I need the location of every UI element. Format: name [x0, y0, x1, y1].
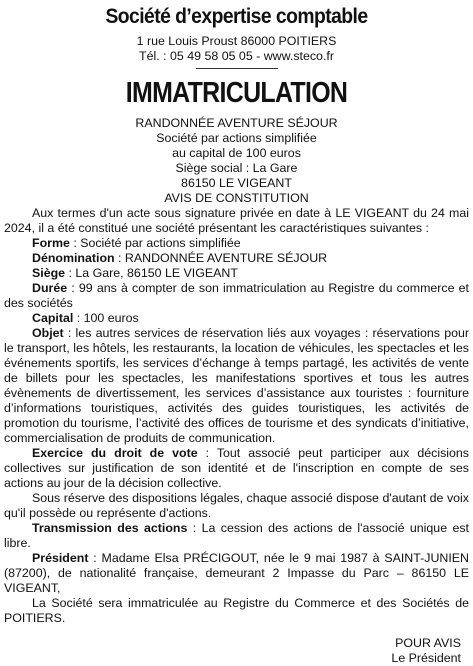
field-label: Forme [32, 236, 70, 250]
intro-paragraph: Aux termes d'un acte sous signature privée en date à LE VIGEANT du 24 mai 2024, il a été constitué une société présentant les caractéristiques suivantes : [4, 206, 469, 235]
field-label: Dénomination [32, 251, 115, 265]
company-seat: Siège social : La Gare [175, 161, 298, 175]
field-duree [4, 281, 469, 311]
field-value: : 100 euros [73, 311, 139, 325]
field-value: : Tout associé peut participer aux décisions collectives sur justification de son identité et de l'inscription en compte de ses actions au jour de la décision collective. [4, 446, 469, 490]
field-label: Capital [32, 311, 74, 325]
divider [196, 68, 278, 69]
firm-address: 1 rue Louis Proust 86000 POITIERS [136, 34, 337, 48]
company-block [4, 116, 469, 206]
notice-type: AVIS DE CONSTITUTION [164, 191, 309, 205]
field-label: Exercice du droit de vote [32, 446, 198, 460]
field-capital [4, 311, 469, 326]
field-siege [4, 266, 469, 281]
field-value: : Madame Elsa PRÉCIGOUT, née le 9 mai 1987 à SAINT-JUNIEN (87200), de nationalité française, demeurant 2 Impasse du Parc – 86150 LE VIGEANT, [4, 551, 469, 595]
company-capital: au capital de 100 euros [172, 146, 301, 160]
field-objet [4, 326, 469, 446]
signature-pour-avis: POUR AVIS [395, 636, 461, 650]
spacer [4, 626, 469, 636]
field-denomination [4, 251, 469, 266]
field-transmission [4, 521, 469, 551]
field-president [4, 551, 469, 596]
field-value: : RANDONNÉE AVENTURE SÉJOUR [114, 251, 328, 265]
field-value: : 99 ans à compter de son immatriculation au Registre du commerce et des sociétés [4, 281, 469, 310]
field-value: : Société par actions simplifiée [69, 236, 241, 250]
notice-title: IMMATRICULATION [125, 77, 348, 109]
registre-paragraph: La Société sera immatriculée au Registre du Commerce et des Sociétés de POITIERS. [4, 596, 469, 625]
field-value: : les autres services de réservation liés aux voyages : réservations pour le transport, les hôtels, les restaurants, la location de véhicules, les spectacles et les événements sportifs, les services d’échange à temps partagé, les activités de vente de billets pour les spectacles, les manifestations sportives et tous les autres évènements de divertissement, les services d’assistance aux touristes : fourniture d’informations touristiques, activités des guides touristiques, les activités de promotion du tourisme, l’activité des offices de tourisme et des syndicats d’initiative, commercialisation de produits de communication. [4, 326, 469, 445]
field-label: Transmission des actions [32, 521, 188, 535]
field-vote [4, 446, 469, 491]
company-name: RANDONNÉE AVENTURE SÉJOUR [135, 116, 338, 130]
company-city: 86150 LE VIGEANT [181, 176, 292, 190]
field-value: : La cession des actions de l'associé unique est libre. [4, 521, 469, 550]
field-label: Président [32, 551, 89, 565]
field-label: Siège [32, 266, 66, 280]
reserve-paragraph: Sous réserve des dispositions légales, chaque associé dispose d'autant de voix qu'il possède ou représente d'actions. [4, 491, 469, 520]
field-label: Objet [32, 326, 64, 340]
field-forme [4, 236, 469, 251]
field-label: Durée [32, 281, 68, 295]
signature-president: Le Président [391, 651, 461, 665]
firm-contact: Tél. : 05 49 58 05 05 - www.steco.fr [139, 49, 334, 63]
firm-name: Société d’expertise comptable [105, 5, 368, 28]
company-form: Société par actions simplifiée [156, 131, 317, 145]
field-value: : La Gare, 86150 LE VIGEANT [65, 266, 238, 280]
